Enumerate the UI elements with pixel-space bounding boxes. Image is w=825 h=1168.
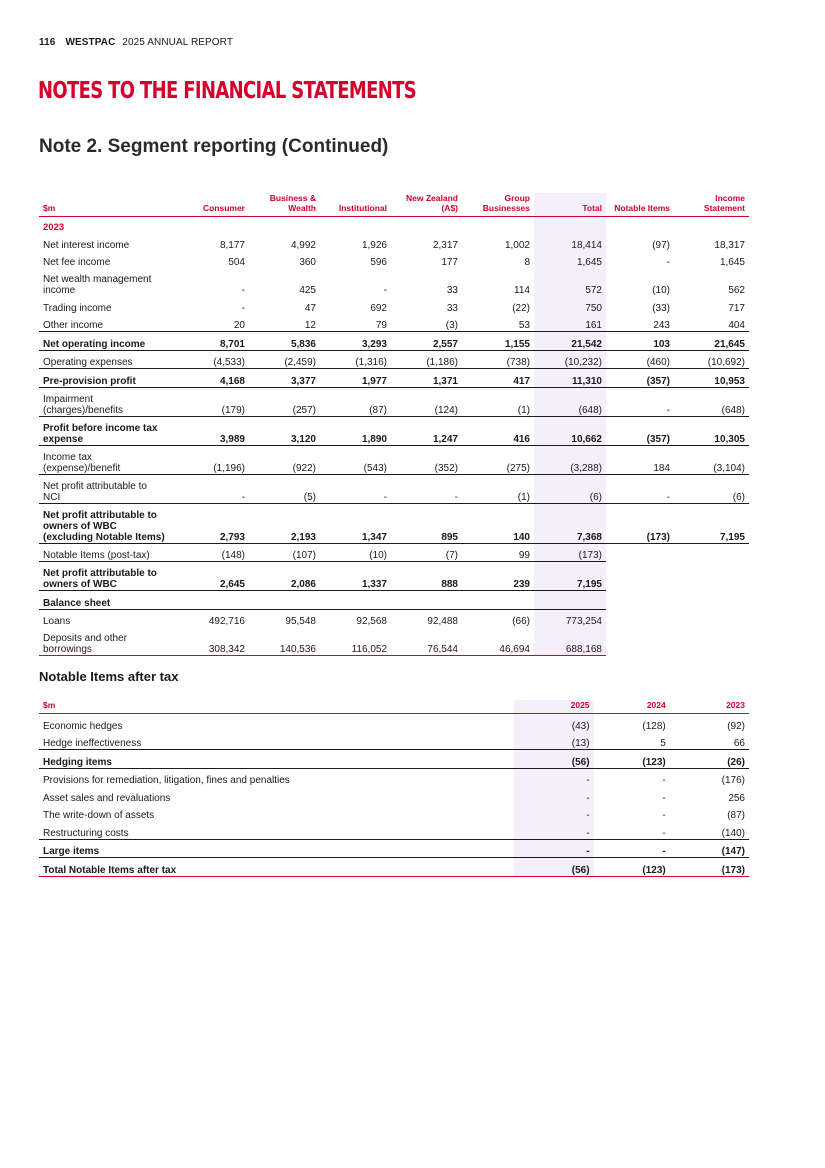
table-cell: 1,347 — [320, 503, 391, 543]
table-cell: (124) — [391, 387, 462, 416]
table-cell: (147) — [670, 839, 749, 858]
table-cell: 416 — [462, 416, 534, 445]
table-cell: 1,155 — [462, 332, 534, 351]
table-cell: (543) — [320, 445, 391, 474]
table-cell: 20 — [169, 314, 249, 332]
table-cell: (1) — [462, 387, 534, 416]
col-header: Notable Items — [606, 193, 674, 217]
table-cell: 504 — [228, 257, 245, 268]
table-cell: (87) — [320, 387, 391, 416]
table-cell: 92,488 — [427, 616, 458, 627]
table-cell: 18,414 — [534, 233, 606, 251]
table-cell: (5) — [249, 474, 320, 503]
table-cell: 417 — [462, 369, 534, 388]
table-cell: (123) — [594, 750, 670, 769]
table-cell: 888 — [391, 562, 462, 591]
table-cell: 692 — [370, 302, 387, 314]
table-row — [39, 821, 749, 839]
table-row — [39, 416, 749, 445]
table-row — [39, 233, 749, 251]
notable-items-table — [39, 700, 749, 877]
col-header: Income Statement — [674, 193, 749, 217]
table-row — [39, 732, 749, 750]
table-cell: 114 — [514, 285, 530, 296]
table-cell: 1,890 — [320, 416, 391, 445]
table-cell: - — [666, 257, 670, 268]
col-header: $m — [39, 193, 169, 217]
row-label: Hedge ineffectiveness — [39, 732, 514, 750]
table-cell: 46,694 — [462, 627, 534, 656]
table-cell: (176) — [721, 775, 745, 786]
row-label: Trading income — [43, 302, 112, 314]
table-row — [39, 768, 749, 786]
table-cell: 47 — [304, 302, 316, 314]
col-header: 2023 — [670, 700, 749, 714]
table-cell: 7,195 — [534, 562, 606, 591]
table-cell: (173) — [606, 503, 674, 543]
col-header: Group Businesses — [462, 193, 534, 217]
table-cell: 140 — [462, 503, 534, 543]
table-cell: 161 — [534, 314, 606, 332]
table-cell: 1,002 — [504, 239, 530, 251]
report-name: 2025 ANNUAL REPORT — [122, 37, 234, 48]
table-cell: 3,989 — [169, 416, 249, 445]
table-cell: 1,977 — [320, 369, 391, 388]
table-cell: 688,168 — [534, 627, 606, 656]
table-cell: 7,368 — [534, 503, 606, 543]
segment-header-row — [39, 193, 749, 217]
table-cell: 239 — [462, 562, 534, 591]
table-cell: - — [241, 302, 245, 314]
table-cell: (10,232) — [534, 350, 606, 369]
table-cell: (7) — [391, 543, 462, 562]
page-header — [39, 37, 233, 48]
table-cell: (648) — [674, 387, 749, 416]
table-cell: 895 — [391, 503, 462, 543]
table-cell: - — [514, 786, 593, 804]
table-row — [39, 543, 749, 562]
row-label: Net profit attributable to NCI — [39, 474, 169, 503]
notable-items-title: Notable Items after tax — [39, 669, 179, 684]
row-label: Restructuring costs — [39, 821, 514, 839]
table-cell: 773,254 — [534, 609, 606, 627]
row-label: Loans — [43, 616, 71, 627]
table-cell: (357) — [606, 369, 674, 388]
table-cell: (148) — [169, 543, 249, 562]
table-cell: (2,459) — [249, 350, 320, 369]
col-header: 2024 — [594, 700, 670, 714]
table-cell: 10,662 — [534, 416, 606, 445]
table-cell: 66 — [670, 732, 749, 750]
table-cell: (460) — [606, 350, 674, 369]
table-row — [39, 562, 749, 591]
table-cell: 12 — [249, 314, 320, 332]
col-header: 2025 — [514, 700, 593, 714]
segment-table — [39, 193, 749, 656]
section-title: Note 2. Segment reporting (Continued) — [39, 136, 389, 157]
row-label: Operating expenses — [39, 350, 169, 369]
table-cell: 4,168 — [169, 369, 249, 388]
table-cell: (4,533) — [169, 350, 249, 369]
row-label: Asset sales and revaluations — [43, 792, 171, 804]
table-cell: 1,645 — [534, 251, 606, 269]
table-cell: (352) — [391, 445, 462, 474]
col-header: Total — [534, 193, 606, 217]
table-cell: 1,371 — [391, 369, 462, 388]
table-cell: 95,548 — [285, 616, 316, 627]
table-row — [39, 268, 749, 296]
table-cell: - — [662, 775, 666, 786]
table-cell: 10,305 — [674, 416, 749, 445]
row-label: Other income — [39, 314, 169, 332]
row-label: Net interest income — [43, 239, 130, 251]
table-row — [39, 387, 749, 416]
row-label: Deposits and other borrowings — [39, 627, 169, 656]
table-cell: 8,177 — [219, 239, 245, 251]
table-cell: (922) — [249, 445, 320, 474]
table-row — [39, 296, 749, 314]
table-cell: 243 — [606, 314, 674, 332]
table-cell: (13) — [514, 732, 593, 750]
table-cell: 103 — [606, 332, 674, 351]
table-row — [39, 804, 749, 822]
table-cell: 1,926 — [361, 239, 387, 251]
table-cell: (1,196) — [169, 445, 249, 474]
table-cell: (3,104) — [674, 445, 749, 474]
table-cell: 140,536 — [249, 627, 320, 656]
table-cell: 256 — [728, 792, 745, 804]
table-cell: 53 — [462, 314, 534, 332]
col-header: New Zealand (A$) — [391, 193, 462, 217]
table-cell: (3,288) — [534, 445, 606, 474]
table-cell: 360 — [299, 257, 316, 268]
table-cell: - — [662, 792, 666, 804]
table-row — [39, 714, 749, 732]
table-cell: - — [241, 285, 245, 296]
table-cell: 750 — [534, 296, 606, 314]
table-cell: 18,317 — [714, 239, 745, 251]
table-cell: - — [514, 821, 593, 839]
table-cell: 33 — [446, 302, 458, 314]
brand-name: WESTPAC — [65, 37, 116, 48]
col-header: Consumer — [169, 193, 249, 217]
table-cell: (1,316) — [320, 350, 391, 369]
row-label: Balance sheet — [39, 591, 169, 610]
table-cell: 116,052 — [320, 627, 391, 656]
table-cell: - — [391, 474, 462, 503]
table-cell: (33) — [652, 302, 670, 314]
table-cell: (140) — [670, 821, 749, 839]
row-label: The write-down of assets — [43, 810, 155, 821]
table-cell: 92,568 — [356, 616, 387, 627]
table-cell: 1,337 — [320, 562, 391, 591]
col-header: Institutional — [320, 193, 391, 217]
table-cell: 492,716 — [208, 616, 245, 627]
table-cell: - — [169, 474, 249, 503]
table-cell: (1) — [462, 474, 534, 503]
row-label: Net profit attributable to owners of WBC — [39, 562, 169, 591]
table-row — [39, 858, 749, 877]
table-cell: (66) — [512, 616, 530, 627]
table-cell: 717 — [728, 302, 745, 314]
table-cell: (123) — [594, 858, 670, 877]
table-cell: (10,692) — [674, 350, 749, 369]
table-cell: 21,542 — [534, 332, 606, 351]
table-cell: 3,120 — [249, 416, 320, 445]
table-cell: (257) — [249, 387, 320, 416]
table-row — [39, 474, 749, 503]
col-header: Business & Wealth — [249, 193, 320, 217]
table-cell: 76,544 — [391, 627, 462, 656]
table-cell: (179) — [169, 387, 249, 416]
table-cell: (10) — [652, 285, 670, 296]
table-row — [39, 609, 749, 627]
table-cell: 562 — [728, 285, 745, 296]
table-cell: 4,992 — [290, 239, 316, 251]
table-cell: 21,645 — [674, 332, 749, 351]
notable-header-row — [39, 700, 749, 714]
table-cell: 177 — [441, 257, 458, 268]
table-cell: - — [514, 768, 593, 786]
table-cell: - — [606, 474, 674, 503]
table-cell: 5 — [594, 732, 670, 750]
table-cell: (275) — [462, 445, 534, 474]
table-row — [39, 350, 749, 369]
table-cell: (173) — [534, 543, 606, 562]
row-label: Net wealth management income — [43, 274, 152, 296]
table-cell: 308,342 — [169, 627, 249, 656]
table-cell: 3,293 — [320, 332, 391, 351]
table-cell: - — [594, 839, 670, 858]
table-cell: 1,247 — [391, 416, 462, 445]
table-cell: 11,310 — [534, 369, 606, 388]
table-cell: 596 — [370, 257, 387, 268]
table-cell: (92) — [727, 720, 745, 732]
page-title: NOTES TO THE FINANCIAL STATEMENTS — [38, 78, 417, 104]
table-cell: 7,195 — [674, 503, 749, 543]
table-row — [39, 251, 749, 269]
table-cell: (10) — [320, 543, 391, 562]
table-cell: 2,557 — [391, 332, 462, 351]
row-label: Impairment (charges)/benefits — [39, 387, 169, 416]
table-cell: - — [320, 474, 391, 503]
row-label: Large items — [39, 839, 514, 858]
row-label: Pre-provision profit — [39, 369, 169, 388]
table-row — [39, 445, 749, 474]
table-cell: 572 — [534, 268, 606, 296]
table-row — [39, 627, 749, 656]
table-row — [39, 332, 749, 351]
table-cell: - — [514, 804, 593, 822]
table-cell: (738) — [462, 350, 534, 369]
segment-table-body — [39, 217, 749, 656]
table-cell: (26) — [670, 750, 749, 769]
table-cell: (648) — [534, 387, 606, 416]
table-cell: 3,377 — [249, 369, 320, 388]
row-label: Notable Items (post-tax) — [39, 543, 169, 562]
table-cell: 2,317 — [432, 239, 458, 251]
table-row — [39, 369, 749, 388]
row-label: Economic hedges — [43, 720, 123, 732]
table-cell: 1,645 — [719, 257, 745, 268]
table-row — [39, 839, 749, 858]
table-cell: (357) — [606, 416, 674, 445]
notable-items-body — [39, 714, 749, 877]
row-label: Income tax (expense)/benefit — [39, 445, 169, 474]
table-cell: 10,953 — [674, 369, 749, 388]
row-label: Total Notable Items after tax — [39, 858, 514, 877]
table-cell: (6) — [674, 474, 749, 503]
row-label: Provisions for remediation, litigation, fines and penalties — [43, 775, 290, 786]
table-cell: (1,186) — [391, 350, 462, 369]
table-cell: 99 — [462, 543, 534, 562]
table-cell: (56) — [514, 858, 593, 877]
table-cell: (3) — [391, 314, 462, 332]
year-row — [39, 217, 749, 234]
table-cell: (128) — [642, 720, 666, 732]
table-cell: 5,836 — [249, 332, 320, 351]
row-label: Hedging items — [39, 750, 514, 769]
row-label: Net fee income — [43, 257, 111, 268]
table-cell: 2,793 — [169, 503, 249, 543]
table-cell: - — [606, 387, 674, 416]
table-cell: 33 — [446, 285, 458, 296]
table-cell: (87) — [727, 810, 745, 821]
table-row — [39, 503, 749, 543]
table-cell: 2,645 — [169, 562, 249, 591]
row-label: Net operating income — [39, 332, 169, 351]
table-cell: 2,193 — [249, 503, 320, 543]
table-cell: (6) — [534, 474, 606, 503]
table-row — [39, 591, 749, 610]
table-cell: 2,086 — [249, 562, 320, 591]
row-label: Profit before income tax expense — [39, 416, 169, 445]
page-number: 116 — [39, 37, 56, 48]
table-cell: - — [594, 821, 670, 839]
table-cell: 8 — [524, 257, 530, 268]
table-row — [39, 786, 749, 804]
table-cell: (173) — [670, 858, 749, 877]
table-cell: (107) — [249, 543, 320, 562]
table-cell: 184 — [606, 445, 674, 474]
table-row — [39, 314, 749, 332]
year-label: 2023 — [43, 222, 65, 233]
table-cell: (43) — [514, 714, 593, 732]
row-label: Net profit attributable to owners of WBC (excluding Notable Items) — [39, 503, 169, 543]
table-row — [39, 750, 749, 769]
table-cell: (97) — [652, 239, 670, 251]
table-cell: 404 — [674, 314, 749, 332]
col-header: $m — [39, 700, 514, 714]
table-cell: 8,701 — [169, 332, 249, 351]
table-cell: - — [662, 810, 666, 821]
table-cell: - — [383, 285, 387, 296]
table-cell: (56) — [514, 750, 593, 769]
table-cell: (22) — [512, 302, 530, 314]
table-cell: - — [514, 839, 593, 858]
table-cell: 425 — [299, 285, 316, 296]
table-cell: 79 — [320, 314, 391, 332]
